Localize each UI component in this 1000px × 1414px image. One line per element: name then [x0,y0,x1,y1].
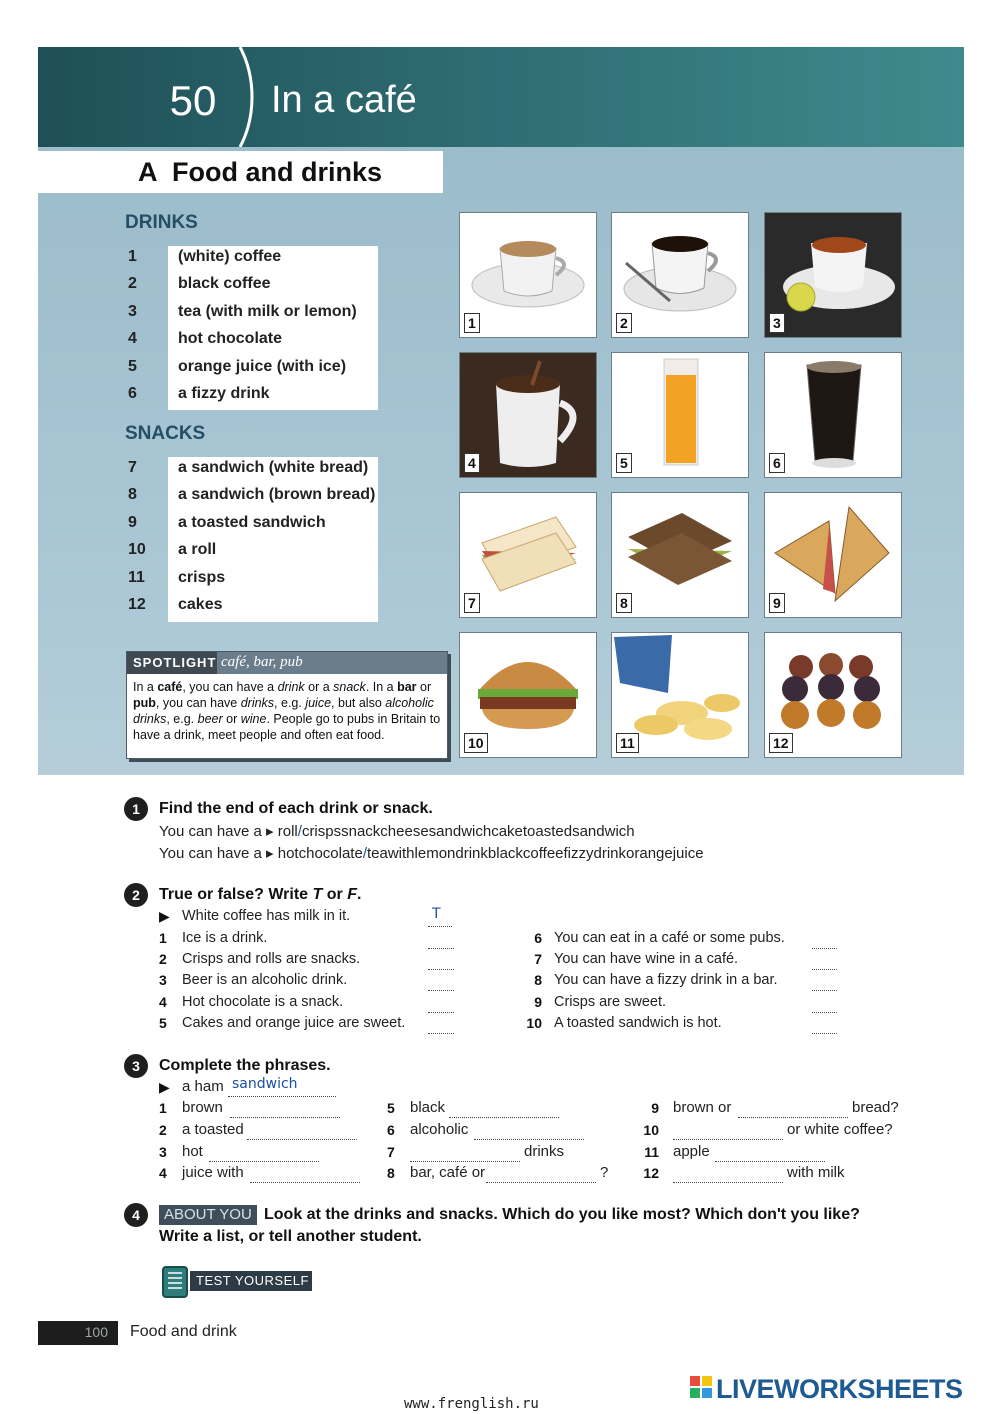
photo-crisps [611,632,749,758]
about-you-tag: ABOUT YOU [159,1205,257,1225]
tf-statement: Crisps and rolls are snacks. [182,951,361,967]
exercise-3-number: 3 [124,1054,148,1078]
list-item: 12 cakes [128,596,223,613]
phrase-example-text: a ham [182,1078,224,1095]
exercise-2-title: True or false? Write T or F. [159,886,362,903]
exercise-1-title: Find the end of each drink or snack. [159,800,433,817]
tf-answer-blank[interactable] [428,998,454,1013]
phrase-number: 1 [159,1100,167,1116]
notebook-icon [160,1265,192,1299]
exercise-1-number: 1 [124,797,148,821]
phrase-number: 12 [643,1165,659,1181]
snacks-heading: SNACKS [125,423,206,444]
page-number: 100 [84,1324,108,1340]
phrase-text: bar, café or [410,1164,486,1181]
photo-tea-lemon [764,212,902,338]
spotlight-box [126,651,448,759]
phrase-text: hot [182,1143,203,1160]
example-arrow: ▶ [159,1079,170,1095]
photo-number: 2 [616,313,632,333]
phrase-text: black [410,1099,446,1116]
list-item: 5 orange juice (with ice) [128,358,347,375]
list-item: 3 tea (with milk or lemon) [128,303,357,320]
tf-statement: Beer is an alcoholic drink. [182,972,348,988]
tf-statement: You can have a fizzy drink in a bar. [554,972,778,988]
phrase-blank[interactable] [715,1147,825,1162]
photo-number: 11 [616,733,639,753]
phrase-text: brown or [673,1099,732,1116]
example-arrow: ▶ [159,908,170,924]
liveworksheets-brand: LIVEWORKSHEETS [716,1374,963,1404]
tf-example-text: White coffee has milk in it. [182,908,351,924]
phrase-number: 7 [387,1144,395,1160]
phrase-number: 11 [644,1144,659,1160]
phrase-number: 6 [387,1122,395,1138]
tf-answer-blank[interactable] [428,976,454,991]
phrase-example-answer: sandwich [232,1076,298,1092]
snacks-list [128,457,378,622]
answer-line [228,1082,336,1097]
photo-fizzy-drink [764,352,902,478]
tf-statement: You can eat in a café or some pubs. [554,930,785,946]
vocabulary-panel [38,147,964,775]
tf-statement: Cakes and orange juice are sweet. [182,1015,406,1031]
photo-hot-chocolate [459,352,597,478]
photo-number: 9 [769,593,785,613]
phrase-blank[interactable] [410,1147,520,1162]
phrase-text: a toasted [182,1121,244,1138]
unit-header [38,47,964,147]
phrase-text: drinks [524,1143,565,1160]
phrase-number: 4 [159,1165,167,1181]
section-a-banner [38,151,443,193]
section-title: Food and drinks [172,157,383,187]
drinks-heading: DRINKS [125,212,198,233]
phrase-blank[interactable] [209,1147,319,1162]
unit-number: 50 [169,77,217,124]
tf-number: 10 [526,1015,542,1031]
phrase-number: 3 [159,1144,167,1160]
list-item: 7 a sandwich (white bread) [128,459,369,476]
exercise-4-line-1: Look at the drinks and snacks. Which do you like most? Which don't you like? [264,1206,860,1223]
answer-line [428,912,452,927]
test-yourself-button[interactable] [160,1265,312,1297]
spotlight-body: In a café, you can have a drink or a snack. In a bar or pub, you can have drinks, e.g. juice, but also alcoholic drinks, e.g. beer or wine. People go to pubs in Britain to have a drink, meet people and often eat food. [133,680,441,742]
photo-number: 1 [464,313,480,333]
word-snake-1: You can have a ▸ roll/crispssnackcheesesandwichcaketoastedsandwich [159,823,635,840]
phrase-text: brown [182,1099,223,1116]
phrase-text: with milk [787,1164,845,1181]
list-item: 1 (white) coffee [128,248,282,265]
tf-number: 3 [159,972,167,988]
tf-number: 1 [159,930,167,946]
list-item: 4 hot chocolate [128,330,283,347]
phrase-number: 5 [387,1100,395,1116]
tf-number: 2 [159,951,167,967]
photo-sandwich-brown [611,492,749,618]
phrase-number: 2 [159,1122,167,1138]
tf-statement: Ice is a drink. [182,930,268,946]
drinks-list [128,246,378,410]
tf-answer-blank[interactable] [428,1019,454,1034]
tf-answer-blank[interactable] [812,934,837,949]
phrase-blank[interactable] [250,1168,360,1183]
exercise-2-number: 2 [124,883,148,907]
phrase-blank[interactable] [673,1168,783,1183]
word-snake-2: You can have a ▸ hotchocolate/teawithlemondrinkblackcoffeefizzydrinkorangejuice [159,845,704,862]
site-url: www.frenglish.ru [404,1396,539,1412]
phrase-text: bread? [852,1099,899,1116]
photo-number: 3 [769,313,785,333]
header-curve [234,47,264,147]
liveworksheets-logo-icon [690,1374,714,1400]
unit-title: In a café [271,79,417,121]
phrase-blank[interactable] [474,1125,584,1140]
phrase-blank[interactable] [247,1125,357,1140]
spotlight-label: SPOTLIGHT [133,655,217,670]
phrase-text: juice with [182,1164,244,1181]
phrase-text: alcoholic [410,1121,469,1138]
tf-answer-blank[interactable] [812,998,837,1013]
photo-number: 7 [464,593,480,613]
tf-number: 5 [159,1015,167,1031]
phrase-number: 9 [651,1100,659,1116]
tf-answer-blank[interactable] [812,955,837,970]
phrase-number: 10 [643,1122,659,1138]
exercise-3-title: Complete the phrases. [159,1057,331,1074]
photo-black-coffee [611,212,749,338]
tf-number: 9 [534,994,542,1010]
photo-cakes [764,632,902,758]
photo-toasted-sandwich [764,492,902,618]
phrase-text: ? [600,1164,609,1181]
list-item: 8 a sandwich (brown bread) [128,486,376,503]
photo-number: 6 [769,453,785,473]
phrase-blank[interactable] [486,1168,596,1183]
photo-number: 10 [464,733,488,753]
phrase-text: or white coffee? [787,1121,893,1138]
photo-number: 12 [769,733,793,753]
photo-number: 5 [616,453,632,473]
tf-answer-blank[interactable] [428,934,454,949]
photo-sandwich-white [459,492,597,618]
tf-statement: You can have wine in a café. [554,951,739,967]
tf-number: 7 [534,951,542,967]
list-item: 9 a toasted sandwich [128,514,326,531]
footer-topic: Food and drink [130,1323,237,1340]
exercise-4-number: 4 [124,1203,148,1227]
photo-orange-juice [611,352,749,478]
tf-answer-blank[interactable] [812,976,837,991]
phrase-text: apple [673,1143,710,1160]
exercise-4-line-2: Write a list, or tell another student. [159,1228,422,1245]
spotlight-words: café, bar, pub [217,652,447,674]
phrase-blank[interactable] [673,1125,783,1140]
spotlight-header [127,652,447,674]
photo-white-coffee [459,212,597,338]
phrase-number: 8 [387,1165,395,1181]
test-yourself-label: TEST YOURSELF [196,1273,309,1288]
phrase-blank[interactable] [230,1103,340,1118]
section-letter: A [138,157,158,187]
phrase-blank[interactable] [449,1103,559,1118]
tf-number: 6 [534,930,542,946]
phrase-blank[interactable] [738,1103,848,1118]
photo-roll [459,632,597,758]
photo-number: 4 [464,453,480,473]
tf-statement: Crisps are sweet. [554,994,667,1010]
tf-example-answer: T [432,906,441,922]
list-item: 6 a fizzy drink [128,385,270,402]
list-item: 10 a roll [128,541,217,558]
list-item: 11 crisps [128,569,226,586]
tf-statement: A toasted sandwich is hot. [554,1015,722,1031]
tf-number: 4 [159,994,167,1010]
tf-statement: Hot chocolate is a snack. [182,994,344,1010]
photo-number: 8 [616,593,632,613]
tf-answer-blank[interactable] [812,1019,837,1034]
list-item: 2 black coffee [128,275,271,292]
tf-number: 8 [534,972,542,988]
tf-answer-blank[interactable] [428,955,454,970]
